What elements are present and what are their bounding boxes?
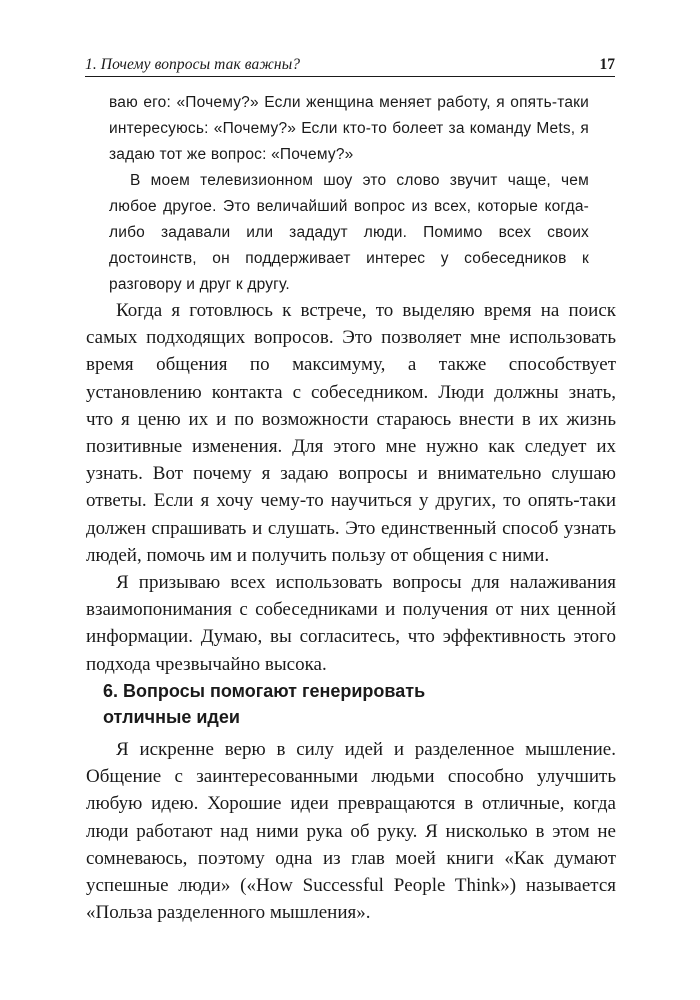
body-paragraph: Когда я готовлюсь к встрече, то выделяю время на поиск самых подходящих вопросов. Это позволяет мне использовать время общения по максимуму, а также способствует установлению контакта с собеседником. Люди должны знать, что я ценю их и по возможности стараюсь внести в их жизнь позитивные изменения. Для этого мне нужно как следует их узнать. Вот почему я задаю вопросы и внимательно слушаю ответы. Если я хочу чему-то научиться у других, то опять-таки должен спрашивать и слушать. Это единственный способ узнать людей, помочь им и получить пользу от общения с ними. — [86, 300, 616, 566]
section-text — [86, 736, 616, 926]
quote-paragraph: ваю его: «Почему?» Если женщина меняет работу, я опять-таки интересуюсь: «Почему?» Если кто-то болеет за команду Mets, я задаю тот же вопрос: «Почему?» — [109, 94, 589, 163]
section-heading-line: отличные идеи — [103, 707, 240, 727]
quote-block — [109, 90, 589, 298]
running-header — [85, 56, 615, 77]
chapter-title: 1. Почему вопросы так важны? — [85, 56, 301, 73]
section-heading — [103, 678, 583, 730]
section-heading-line: 6. Вопросы помогают генерировать — [103, 681, 426, 701]
quote-paragraph: В моем телевизионном шоу это слово звучит чаще, чем любое другое. Это величайший вопрос из всех, которые когда-либо задавали или зададут люди. Помимо всех своих достоинств, он поддерживает интерес у собеседников к разговору и друг к другу. — [109, 172, 589, 293]
body-paragraph: Я искренне верю в силу идей и разделенное мышление. Общение с заинтересованными людьми способно улучшить любую идею. Хорошие идеи превращаются в отличные, когда люди работают над ними рука об руку. Я нисколько в этом не сомневаюсь, поэтому одна из глав моей книги «Как думают успешные люди» («How Successful People Think») называется «Польза разделенного мышления». — [86, 739, 616, 924]
main-text — [86, 297, 616, 678]
body-paragraph: Я призываю всех использовать вопросы для налаживания взаимопонимания с собеседниками и получения от них ценной информации. Думаю, вы согласитесь, что эффективность этого подхода чрезвычайно высока. — [86, 572, 616, 675]
page-number: 17 — [599, 56, 615, 73]
